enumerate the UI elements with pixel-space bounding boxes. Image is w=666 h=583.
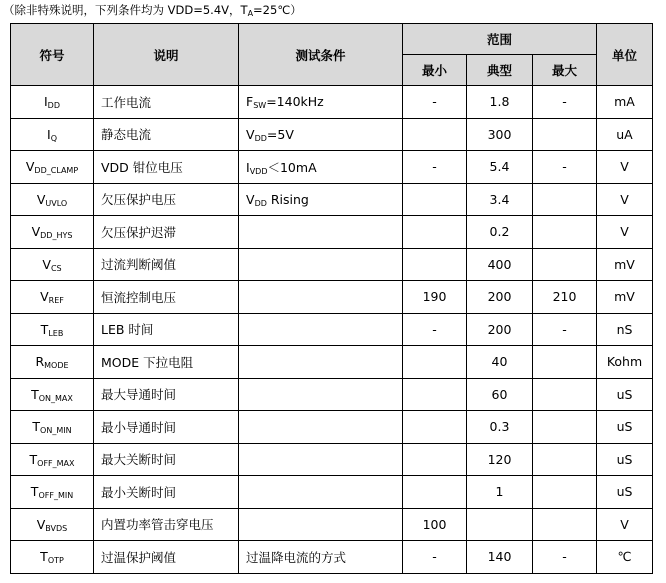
header-row-1 <box>11 24 653 55</box>
symbol-cell <box>11 443 94 476</box>
description-cell: 最大导通时间 <box>94 378 239 411</box>
typ-cell: 40 <box>467 346 533 379</box>
typ-cell: 0.2 <box>467 216 533 249</box>
max-cell: - <box>533 541 597 574</box>
condition-cell <box>239 378 403 411</box>
min-cell <box>403 118 467 151</box>
condition-main: F <box>246 94 254 110</box>
description-cell: 过温保护阈值 <box>94 541 239 574</box>
condition-main: V <box>246 191 255 207</box>
min-cell: 190 <box>403 281 467 314</box>
description-cell: 最大关断时间 <box>94 443 239 476</box>
typ-cell: 200 <box>467 281 533 314</box>
table-row <box>11 476 653 509</box>
conditions-note <box>3 2 302 18</box>
unit-cell: uS <box>597 411 653 444</box>
symbol-main: I <box>43 94 48 110</box>
max-cell: 210 <box>533 281 597 314</box>
typ-cell: 300 <box>467 118 533 151</box>
symbol-main: V <box>42 256 51 272</box>
symbol-cell <box>11 248 94 281</box>
condition-tail: =5V <box>266 126 294 142</box>
typ-cell: 60 <box>467 378 533 411</box>
description-cell: 欠压保护电压 <box>94 183 239 216</box>
symbol-cell <box>11 313 94 346</box>
max-cell <box>533 476 597 509</box>
symbol-main: V <box>36 516 46 532</box>
symbol-main: T <box>30 484 39 500</box>
symbol-sub: DD_CLAMP <box>34 166 79 176</box>
condition-sub: DD <box>254 198 267 208</box>
header-max: 最大 <box>533 55 597 86</box>
table-row <box>11 313 653 346</box>
header-description: 说明 <box>94 24 239 86</box>
min-cell: 100 <box>403 508 467 541</box>
symbol-cell <box>11 118 94 151</box>
symbol-sub: REF <box>48 296 64 306</box>
typ-cell: 1 <box>467 476 533 509</box>
description-cell: 恒流控制电压 <box>94 281 239 314</box>
symbol-sub: ON_MIN <box>40 426 72 436</box>
condition-cell <box>239 281 403 314</box>
symbol-sub: UVLO <box>45 198 68 208</box>
typ-cell: 200 <box>467 313 533 346</box>
table-row <box>11 248 653 281</box>
header-typ: 典型 <box>467 55 533 86</box>
table-row <box>11 216 653 249</box>
condition-cell <box>239 508 403 541</box>
description-cell: 最小关断时间 <box>94 476 239 509</box>
max-cell <box>533 216 597 249</box>
min-cell <box>403 411 467 444</box>
unit-cell: Kohm <box>597 346 653 379</box>
max-cell <box>533 118 597 151</box>
table-row <box>11 443 653 476</box>
condition-tail: Rising <box>266 191 309 207</box>
symbol-sub: DD <box>47 101 60 111</box>
description-cell: 最小导通时间 <box>94 411 239 444</box>
min-cell <box>403 476 467 509</box>
condition-main: 过温降电流的方式 <box>246 549 347 565</box>
max-cell <box>533 248 597 281</box>
condition-cell <box>239 151 403 184</box>
description-cell: 过流判断阈值 <box>94 248 239 281</box>
condition-sub: SW <box>253 101 267 111</box>
symbol-cell <box>11 346 94 379</box>
condition-cell <box>239 183 403 216</box>
condition-cell <box>239 86 403 119</box>
max-cell <box>533 411 597 444</box>
note-suffix: =25℃） <box>253 3 302 17</box>
condition-cell <box>239 313 403 346</box>
symbol-sub: MODE <box>44 361 69 371</box>
note-prefix: （除非特殊说明，下列条件均为 VDD=5.4V，T <box>3 3 248 17</box>
description-cell: MODE 下拉电阻 <box>94 346 239 379</box>
description-cell: 欠压保护迟滞 <box>94 216 239 249</box>
typ-cell: 140 <box>467 541 533 574</box>
min-cell <box>403 183 467 216</box>
symbol-cell <box>11 281 94 314</box>
symbol-cell <box>11 378 94 411</box>
condition-cell <box>239 216 403 249</box>
typ-cell: 400 <box>467 248 533 281</box>
condition-main: V <box>246 126 255 142</box>
description-cell: 工作电流 <box>94 86 239 119</box>
symbol-sub: CS <box>50 263 62 273</box>
symbol-main: T <box>40 321 49 337</box>
table-row <box>11 183 653 216</box>
symbol-cell <box>11 86 94 119</box>
unit-cell: mA <box>597 86 653 119</box>
table-row <box>11 281 653 314</box>
min-cell: - <box>403 313 467 346</box>
condition-sub: DD <box>254 133 267 143</box>
min-cell <box>403 443 467 476</box>
unit-cell: V <box>597 151 653 184</box>
min-cell <box>403 248 467 281</box>
unit-cell: uS <box>597 443 653 476</box>
condition-main: I <box>246 159 250 175</box>
max-cell: - <box>533 313 597 346</box>
min-cell <box>403 216 467 249</box>
condition-cell <box>239 118 403 151</box>
max-cell <box>533 508 597 541</box>
unit-cell: mV <box>597 248 653 281</box>
condition-cell <box>239 541 403 574</box>
symbol-main: I <box>47 126 51 142</box>
unit-cell: uS <box>597 378 653 411</box>
table-row <box>11 411 653 444</box>
symbol-cell <box>11 411 94 444</box>
symbol-main: T <box>32 419 41 435</box>
symbol-main: V <box>36 191 46 207</box>
unit-cell: uA <box>597 118 653 151</box>
unit-cell: uS <box>597 476 653 509</box>
spec-table <box>10 23 653 574</box>
condition-sub: VDD <box>249 166 268 176</box>
unit-cell: V <box>597 216 653 249</box>
unit-cell: V <box>597 508 653 541</box>
symbol-cell <box>11 541 94 574</box>
symbol-main: T <box>29 451 38 467</box>
symbol-sub: ON_MAX <box>38 393 73 403</box>
condition-tail: =140kHz <box>266 94 324 110</box>
min-cell <box>403 346 467 379</box>
symbol-cell <box>11 508 94 541</box>
symbol-sub: OFF_MIN <box>38 491 74 501</box>
table-row <box>11 508 653 541</box>
symbol-sub: BVDS <box>45 523 68 533</box>
condition-cell <box>239 476 403 509</box>
unit-cell: V <box>597 183 653 216</box>
min-cell <box>403 378 467 411</box>
condition-tail: ＜10mA <box>267 159 317 175</box>
symbol-cell <box>11 476 94 509</box>
note-sub: A <box>247 9 254 18</box>
table-row <box>11 378 653 411</box>
max-cell: - <box>533 86 597 119</box>
min-cell: - <box>403 541 467 574</box>
typ-cell: 3.4 <box>467 183 533 216</box>
table-row <box>11 346 653 379</box>
table-row <box>11 118 653 151</box>
max-cell <box>533 183 597 216</box>
unit-cell: ℃ <box>597 541 653 574</box>
min-cell: - <box>403 151 467 184</box>
max-cell: - <box>533 151 597 184</box>
table-row <box>11 541 653 574</box>
description-cell: LEB 时间 <box>94 313 239 346</box>
typ-cell: 0.3 <box>467 411 533 444</box>
symbol-cell <box>11 216 94 249</box>
symbol-sub: DD_HYS <box>40 231 73 241</box>
typ-cell <box>467 508 533 541</box>
condition-cell <box>239 411 403 444</box>
unit-cell: nS <box>597 313 653 346</box>
typ-cell: 5.4 <box>467 151 533 184</box>
condition-cell <box>239 248 403 281</box>
max-cell <box>533 346 597 379</box>
symbol-cell <box>11 151 94 184</box>
header-symbol: 符号 <box>11 24 94 86</box>
symbol-sub: Q <box>50 133 57 143</box>
header-min: 最小 <box>403 55 467 86</box>
symbol-sub: OTP <box>47 556 64 566</box>
symbol-sub: OFF_MAX <box>37 458 75 468</box>
symbol-main: R <box>35 354 45 370</box>
typ-cell: 120 <box>467 443 533 476</box>
table-row <box>11 151 653 184</box>
unit-cell: mV <box>597 281 653 314</box>
table-row <box>11 86 653 119</box>
typ-cell: 1.8 <box>467 86 533 119</box>
symbol-cell <box>11 183 94 216</box>
header-unit: 单位 <box>597 24 653 86</box>
header-range: 范围 <box>403 24 597 55</box>
table-body <box>11 86 653 574</box>
description-cell: VDD 钳位电压 <box>94 151 239 184</box>
max-cell <box>533 443 597 476</box>
max-cell <box>533 378 597 411</box>
description-cell: 静态电流 <box>94 118 239 151</box>
symbol-main: T <box>40 549 48 565</box>
symbol-sub: LEB <box>48 328 64 338</box>
symbol-main: T <box>31 386 39 402</box>
condition-cell <box>239 443 403 476</box>
symbol-main: V <box>31 224 41 240</box>
header-test-condition: 测试条件 <box>239 24 403 86</box>
min-cell: - <box>403 86 467 119</box>
condition-cell <box>239 346 403 379</box>
symbol-main: V <box>40 289 49 305</box>
description-cell: 内置功率管击穿电压 <box>94 508 239 541</box>
symbol-main: V <box>25 159 35 175</box>
